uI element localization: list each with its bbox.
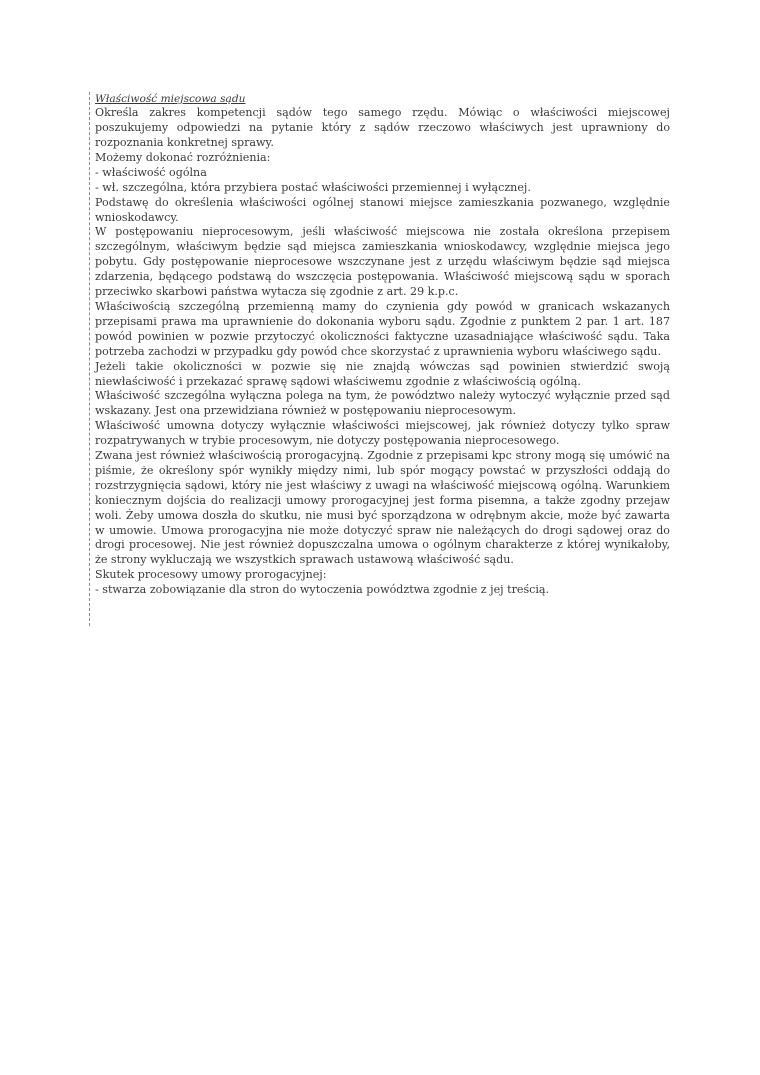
paragraph-non-contentious: W postępowaniu nieprocesowym, jeśli właściwość miejscowa nie została określona przepisem szczególnym, właściwym będzie sąd miejsca zamieszkania wnioskodawcy, względnie miejsca jego pobytu. Gdy postępowanie nieprocesowe wszczynane jest z urzędu właściwym będzie sąd miejsca zdarzenia, będącego podstawą do wszczęcia postępowania. Właściwość miejscową sądu w sporach przeciwko skarbowi państwa wytacza się zgodnie z art. 29 k.p.c. [95, 225, 670, 299]
paragraph-contractual-jurisdiction: Właściwość umowna dotyczy wyłącznie właściwości miejscowej, jak również dotyczy tylko spraw rozpatrywanych w trybie procesowym, nie dotyczy postępowania nieprocesowego. [95, 419, 670, 448]
paragraph-definition: Określa zakres kompetencji sądów tego samego rzędu. Mówiąc o właściwości miejscowej poszukujemy odpowiedzi na pytanie który z sądów rzeczowo właściwych jest uprawniony do rozpoznania konkretnej sprawy. [95, 106, 670, 150]
document-title: Właściwość miejscowa sądu [95, 93, 246, 105]
revision-margin-line [89, 92, 90, 626]
paragraph-distinction-intro: Możemy dokonać rozróżnienia: [95, 150, 271, 164]
paragraph-general-basis: Podstawę do określenia właściwości ogólnej stanowi miejsce zamieszkania pozwanego, względnie wnioskodawcy. [95, 195, 670, 224]
paragraph-prorogation: Zwana jest również właściwością prorogacyjną. Zgodnie z przepisami kpc strony mogą się umówić na piśmie, że określony spór wynikły między nimi, lub spór mogący powstać w przyszłości oddają do rozstrzygnięcia sądowi, który nie jest właściwy z uwagi na właściwość miejscową ogólną. Warunkiem koniecznym dojścia do realizacji umowy prorogacyjnej jest forma pisemna, a także zgodny przejaw woli. Żeby umowa doszła do skutku, nie musi być sporządzona w odrębnym akcie, może być zawarta w umowie. Umowa prorogacyjna nie może dotyczyć spraw nie należących do drogi sądowej oraz do drogi procesowej. Nie jest również dopuszczalna umowa o ogólnym charakterze z której wynikałoby, że strony wykluczają we wszystkich sprawach ustawową właściwość sądu. [95, 449, 670, 567]
paragraph-alternative-jurisdiction: Właściwością szczególną przemienną mamy do czynienia gdy powód w granicach wskazanych przepisami prawa ma uprawnienie do dokonania wyboru sądu. Zgodnie z punktem 2 par. 1 art. 187 powód powinien w pozwie przytoczyć okoliczności faktyczne uzasadniające właściwość sądu. Taka potrzeba zachodzi w przypadku gdy powód chce skorzystać z uprawnienia wyboru właściwego sądu. [95, 299, 670, 358]
paragraph-exclusive-jurisdiction: Właściwość szczególna wyłączna polega na tym, że powództwo należy wytoczyć wyłącznie przed sąd wskazany. Jest ona przewidziana również w postępowaniu nieprocesowym. [95, 389, 670, 418]
document-body [95, 92, 670, 598]
paragraph-lack-of-circumstances: Jeżeli takie okoliczności w pozwie się nie znajdą wówczas sąd powinien stwierdzić swoją niewłaściwość i przekazać sprawę sądowi właściwemu zgodnie z właściwością ogólną. [95, 359, 670, 388]
list-item-general: - właściwość ogólna [95, 165, 207, 179]
list-item-special: - wł. szczególna, która przybiera postać właściwości przemiennej i wyłącznej. [95, 180, 531, 194]
list-item-obligation: - stwarza zobowiązanie dla stron do wytoczenia powództwa zgodnie z jej treścią. [95, 583, 550, 597]
paragraph-prorogation-effect: Skutek procesowy umowy prorogacyjnej: [95, 568, 327, 582]
